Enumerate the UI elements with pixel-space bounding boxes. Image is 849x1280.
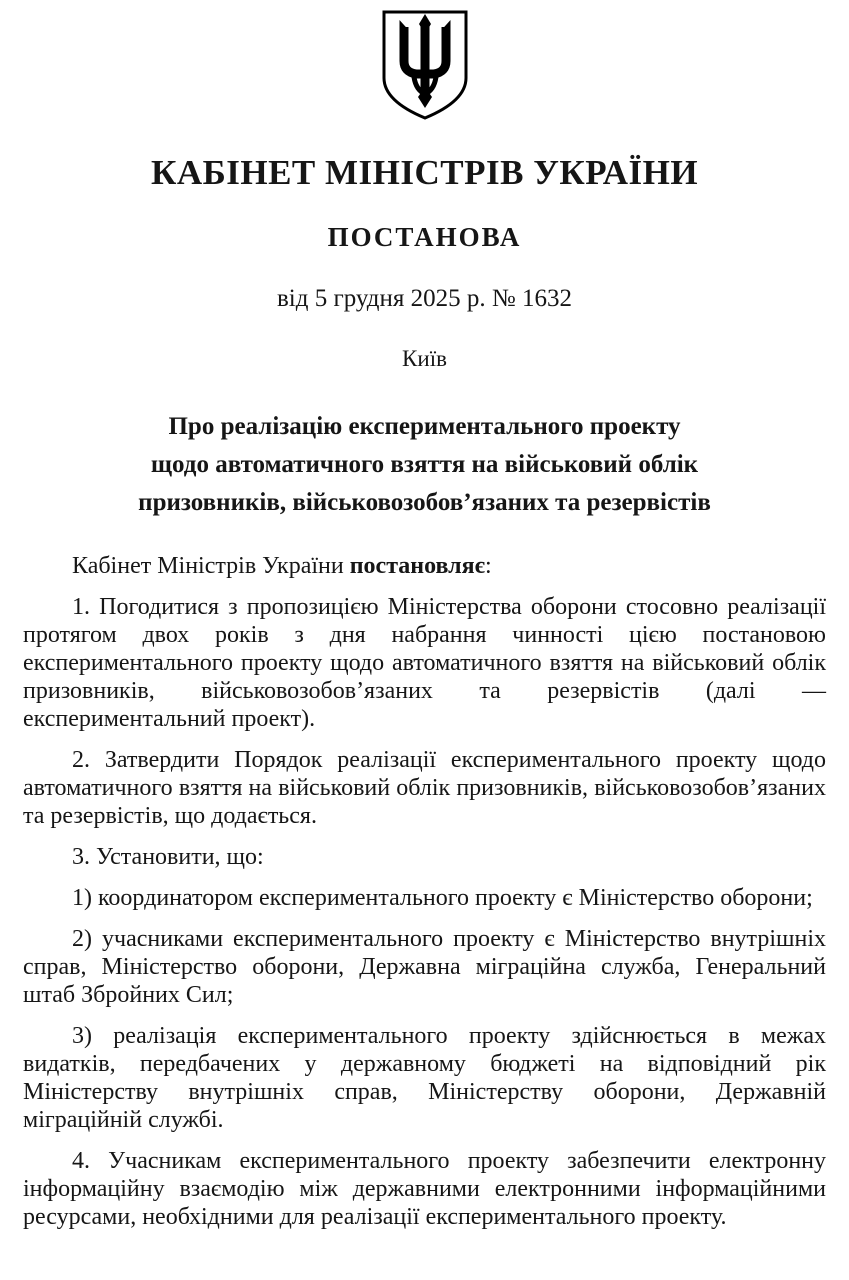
document-body: [23, 552, 826, 1231]
clause-3-subitem-2: 2) учасниками експериментального проекту є Міністерство внутрішніх справ, Міністерство оборони, Державна міграційна служба, Генеральний штаб Збройних Сил;: [23, 926, 826, 1009]
title-line: щодо автоматичного взяття на військовий облік: [150, 451, 699, 479]
clause-4: 4. Учасникам експериментального проекту забезпечити електронну інформаційну взаємодію між державними електронними інформаційними ресурсами, необхідними для реалізації експериментального проекту.: [23, 1148, 826, 1231]
document-title: [23, 408, 826, 522]
date-and-number: від 5 грудня 2025 р. № 1632: [276, 284, 573, 312]
preamble-verb: постановляє: [349, 553, 485, 580]
resolution-preamble: [23, 552, 826, 580]
clause-1: 1. Погодитися з пропозицією Міністерства оборони стосовно реалізації протягом двох років з дня набрання чинності цією постановою експериментального проекту щодо автоматичного взяття на військовий облік призовників, військовозобов’язаних та резервістів (далі — експериментальний проект).: [23, 594, 826, 733]
clause-2: 2. Затвердити Порядок реалізації експериментального проекту щодо автоматичного взяття на військовий облік призовників, військовозобов’язаних та резервістів, що додається.: [23, 747, 826, 830]
document-type: ПОСТАНОВА: [327, 222, 522, 253]
title-line: призовників, військовозобов’язаних та резервістів: [138, 489, 711, 517]
ukraine-trident-icon: [23, 8, 826, 121]
clause-3-subitem-1: 1) координатором експериментального проекту є Міністерство оборони;: [72, 885, 813, 912]
clause-3: 3. Установити, що:: [72, 844, 264, 871]
preamble-lead: Кабінет Міністрів України: [72, 553, 350, 580]
preamble-colon: :: [484, 553, 492, 580]
issuer-name: КАБІНЕТ МІНІСТРІВ УКРАЇНИ: [150, 153, 699, 192]
place-line: Київ: [402, 345, 447, 371]
title-line: Про реалізацію експериментального проекту: [168, 413, 681, 441]
clause-3-subitem-3: 3) реалізація експериментального проекту здійснюється в межах видатків, передбачених у державному бюджеті на відповідний рік Міністерству внутрішніх справ, Міністерству оборони, Державній міграційній службі.: [23, 1023, 826, 1134]
